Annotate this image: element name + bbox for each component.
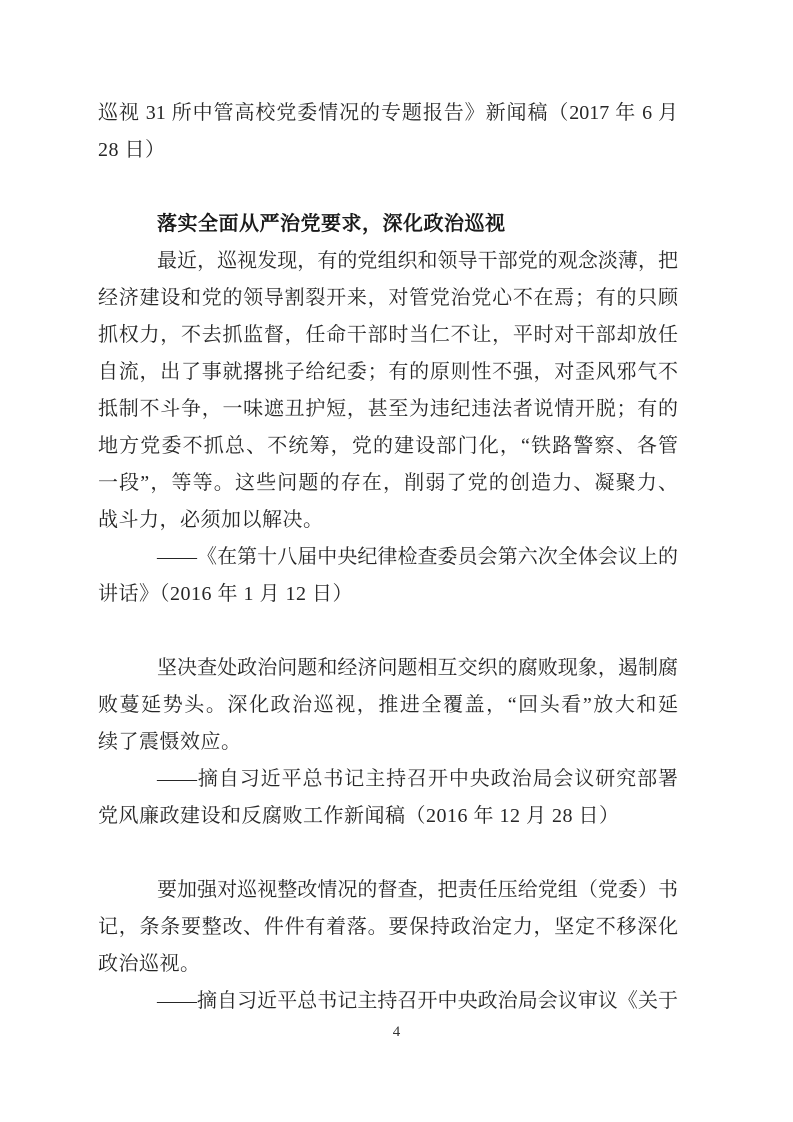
- text-line: 记，条条要整改、件件有着落。要保持政治定力，坚定不移深化: [98, 916, 678, 938]
- blank-line: [98, 835, 678, 872]
- text-line: 坚决查处政治问题和经济问题相互交织的腐败现象，遏制腐: [157, 657, 678, 679]
- text-line: 战斗力，必须加以解决。: [98, 509, 324, 531]
- text-line: 政治巡视。: [98, 953, 201, 975]
- text-line: 经济建设和党的领导割裂开来，对管党治党心不在焉；有的只顾: [98, 287, 678, 309]
- quote-source-line: ——摘自习近平总书记主持召开中央政治局会议研究部署: [157, 768, 678, 790]
- text-line: 抓权力，不去抓监督，任命干部时当仁不让，平时对干部却放任: [98, 324, 678, 346]
- quote-source-line: ——摘自习近平总书记主持召开中央政治局会议审议《关于: [157, 990, 678, 1012]
- text-line: 败蔓延势头。深化政治巡视，推进全覆盖，“回头看”放大和延: [98, 694, 678, 716]
- text-line: 要加强对巡视整改情况的督查，把责任压给党组（党委）书: [157, 879, 678, 901]
- blank-line: [98, 613, 678, 650]
- text-line: 28 日）: [98, 139, 166, 161]
- text-line: 地方党委不抓总、不统筹，党的建设部门化，“铁路警察、各管: [98, 435, 678, 457]
- quote-source-line: ——《在第十八届中央纪律检查委员会第六次全体会议上的: [157, 546, 678, 568]
- section-heading: 落实全面从严治党要求，深化政治巡视: [157, 213, 506, 235]
- text-line: 一段”，等等。这些问题的存在，削弱了党的创造力、凝聚力、: [98, 472, 678, 494]
- text-line: 续了震慑效应。: [98, 731, 242, 753]
- text-line: 抵制不斗争，一味遮丑护短，甚至为违纪违法者说情开脱；有的: [98, 398, 678, 420]
- quote-source-line: 讲话》（2016 年 1 月 12 日）: [98, 583, 353, 605]
- quote-source-line: 党风廉政建设和反腐败工作新闻稿（2016 年 12 月 28 日）: [98, 805, 620, 827]
- blank-line: [98, 169, 678, 206]
- text-line: 自流，出了事就撂挑子给纪委；有的原则性不强，对歪风邪气不: [98, 361, 678, 383]
- text-line: 最近，巡视发现，有的党组织和领导干部党的观念淡薄，把: [157, 250, 678, 272]
- page-text-block: [98, 95, 678, 1020]
- text-line: 巡视 31 所中管高校党委情况的专题报告》新闻稿（2017 年 6 月: [98, 102, 678, 124]
- page-number: 4: [392, 1024, 401, 1040]
